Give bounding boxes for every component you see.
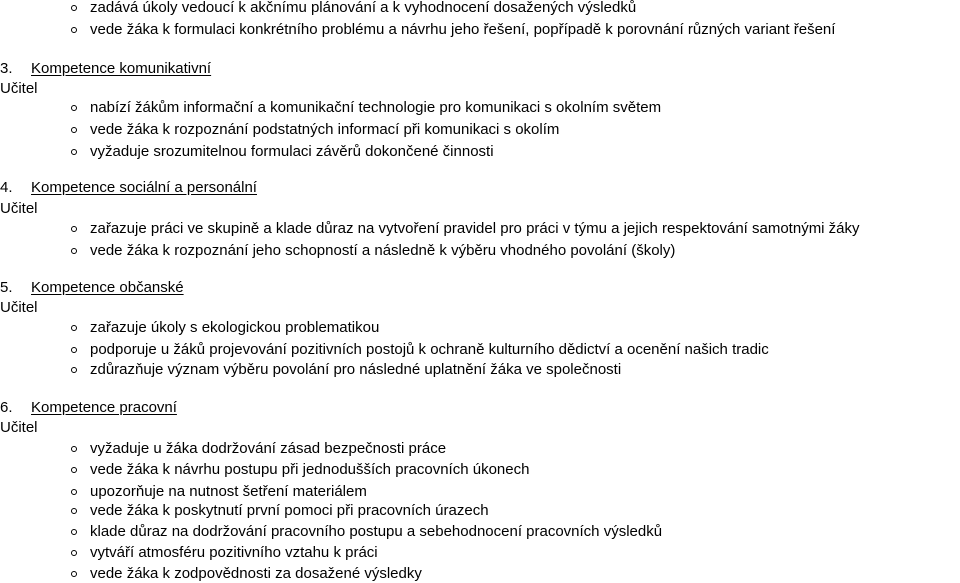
bullet-icon [71, 367, 77, 373]
bullet-icon [71, 5, 77, 11]
bullet-icon [71, 325, 77, 331]
list-item-text: vede žáka k poskytnutí první pomoci při pracovních úrazech [90, 502, 489, 519]
section-title: Kompetence sociální a personální [31, 179, 257, 196]
bullet-icon [71, 347, 77, 353]
list-item-text: klade důraz na dodržování pracovního postupu a sebehodnocení pracovních výsledků [90, 523, 663, 540]
section-number: 6. [0, 399, 13, 416]
list-item-text: zařazuje práci ve skupině a klade důraz na vytvoření pravidel pro práci v týmu a jejich respektování samotnými žáky [90, 220, 860, 237]
section-heading-obcanske [0, 280, 184, 295]
section-title: Kompetence komunikativní [31, 60, 212, 77]
section-title: Kompetence občanské [31, 279, 184, 296]
bullet-icon [71, 550, 77, 556]
bullet-icon [71, 489, 77, 495]
bullet-icon [71, 226, 77, 232]
list-item-text: vede žáka k rozpoznání jeho schopností a následně k výběru vhodného povolání (školy) [90, 242, 676, 259]
section-heading-pracovni [0, 400, 177, 415]
list-item-text: upozorňuje na nutnost šetření materiálem [90, 483, 367, 500]
list-item-text: podporuje u žáků projevování pozitivních postojů k ochraně kulturního dědictví a ocenění našich tradic [90, 341, 769, 358]
bullet-icon [71, 508, 77, 514]
teacher-label: Učitel [0, 80, 38, 97]
bullet-icon [71, 105, 77, 111]
section-heading-komunikativni [0, 61, 211, 76]
bullet-icon [71, 571, 77, 577]
teacher-label: Učitel [0, 419, 38, 436]
section-title: Kompetence pracovní [31, 399, 177, 416]
bullet-icon [71, 149, 77, 155]
bullet-icon [71, 467, 77, 473]
list-item-text: vede žáka k formulaci konkrétního problému a návrhu jeho řešení, popřípadě k porovnání různých variant řešení [90, 21, 836, 38]
section-number: 4. [0, 179, 13, 196]
bullet-icon [71, 127, 77, 133]
list-item-text: vede žáka k návrhu postupu při jednodušších pracovních úkonech [90, 461, 530, 478]
list-item-text: zařazuje úkoly s ekologickou problematikou [90, 319, 380, 336]
list-item-text: vyžaduje srozumitelnou formulaci závěrů dokončené činnosti [90, 143, 494, 160]
section-heading-socialni [0, 180, 257, 195]
list-item-text: nabízí žákům informační a komunikační technologie pro komunikaci s okolním světem [90, 99, 662, 116]
list-item-text: vyžaduje u žáka dodržování zásad bezpečnosti práce [90, 440, 447, 457]
teacher-label: Učitel [0, 299, 38, 316]
section-number: 3. [0, 60, 13, 77]
bullet-icon [71, 27, 77, 33]
list-item-text: zadává úkoly vedoucí k akčnímu plánování a k vyhodnocení dosažených výsledků [90, 0, 637, 16]
teacher-label: Učitel [0, 200, 38, 217]
bullet-icon [71, 529, 77, 535]
list-item-text: vytváří atmosféru pozitivního vztahu k práci [90, 544, 378, 561]
list-item-text: zdůrazňuje význam výběru povolání pro následné uplatnění žáka ve společnosti [90, 361, 622, 378]
bullet-icon [71, 446, 77, 452]
list-item-text: vede žáka k zodpovědnosti za dosažené výsledky [90, 565, 422, 582]
section-number: 5. [0, 279, 13, 296]
bullet-icon [71, 248, 77, 254]
list-item-text: vede žáka k rozpoznání podstatných informací při komunikaci s okolím [90, 121, 560, 138]
